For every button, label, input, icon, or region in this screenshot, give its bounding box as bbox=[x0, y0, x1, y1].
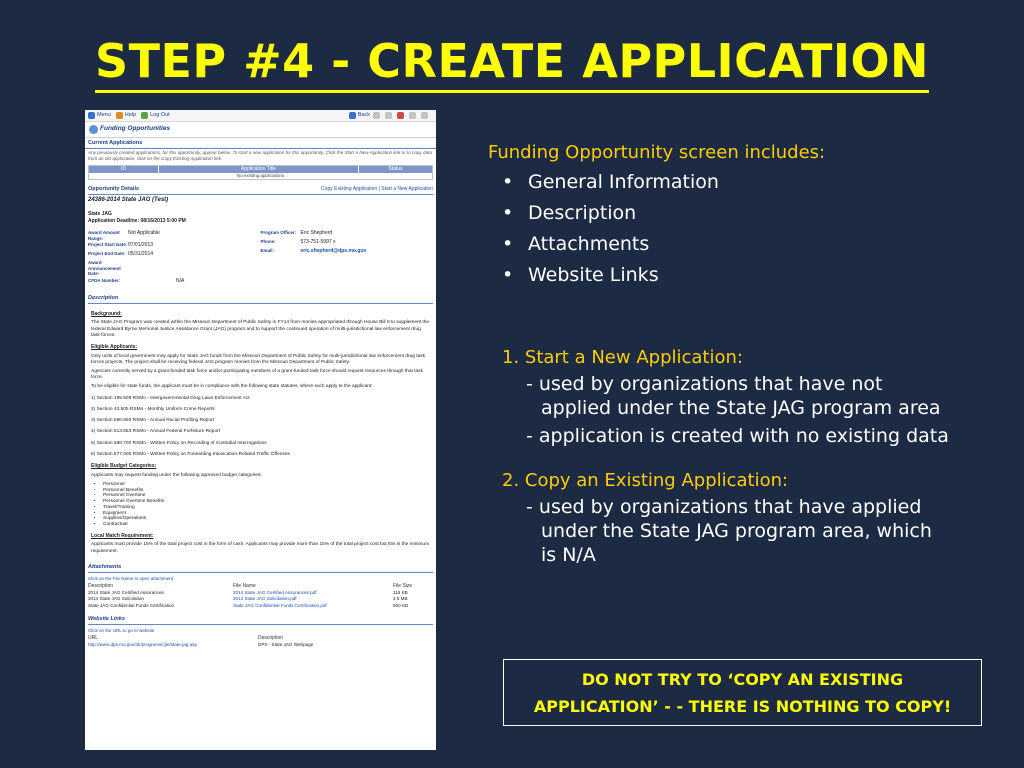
budget-category-item: • Travel/Training bbox=[103, 505, 430, 511]
back-arrow-icon bbox=[349, 112, 356, 119]
col-url: URL bbox=[88, 634, 99, 641]
info-label: Program Officer: bbox=[260, 230, 297, 236]
attachment-description: 2014 State JAG Solicitation bbox=[88, 596, 144, 602]
copy-existing-point-1-line-c: is N/A bbox=[541, 544, 596, 566]
help-icon bbox=[116, 112, 123, 119]
start-new-application-heading: 1. Start a New Application: bbox=[502, 347, 743, 368]
statute-item: 1) Section 195.508 RSMo - Intergovernmental Drug Laws Enforcement Act bbox=[91, 395, 250, 401]
info-right-column bbox=[261, 230, 434, 287]
info-row bbox=[261, 230, 434, 239]
opportunity-details-bar bbox=[88, 186, 433, 195]
local-match-heading: Local Match Requirement: bbox=[91, 532, 154, 539]
col-file-size: File Size bbox=[393, 582, 413, 589]
attachment-size: 115 KB bbox=[393, 589, 408, 595]
includes-item: • General Information bbox=[502, 167, 1008, 198]
current-applications-title: Current Applications bbox=[85, 138, 436, 149]
attachment-file-link[interactable]: State JAG Confidential Funds Certification.pdf bbox=[233, 602, 327, 608]
opportunity-details-title: Opportunity Details bbox=[88, 186, 140, 193]
budget-text: Applicants may request funding under the following approved budget categories: bbox=[91, 472, 262, 478]
info-label: Project End Date: bbox=[88, 250, 126, 256]
website-links-title: Website Links bbox=[88, 616, 433, 625]
start-new-point-1-line-b: applied under the State JAG program area bbox=[541, 397, 941, 419]
toolbar-disabled-4[interactable] bbox=[409, 112, 418, 119]
copy-existing-point-1 bbox=[526, 495, 1008, 567]
info-row bbox=[88, 230, 261, 242]
statute-item: 5) Section 590.700 RSMo - Written Policy on Recording of Custodial Interrogations bbox=[91, 440, 267, 446]
info-row bbox=[88, 278, 261, 287]
start-new-point-1-line-a: - used by organizations that have not bbox=[526, 373, 883, 395]
website-link-row bbox=[88, 641, 433, 648]
back-button[interactable] bbox=[349, 112, 370, 119]
website-links-header bbox=[88, 635, 433, 642]
website-links-table bbox=[88, 635, 433, 648]
funding-opportunities-heading bbox=[85, 122, 436, 138]
statute-item: 4) Section 513.653 RSMo - Annual Federal Forfeiture Report bbox=[91, 429, 221, 435]
start-new-point-2: - application is created with no existing data bbox=[526, 425, 949, 447]
menu-icon bbox=[88, 112, 95, 119]
funding-globe-icon bbox=[89, 125, 98, 134]
info-label: CFDA Number: bbox=[88, 277, 121, 283]
website-links-note: Click on the URL to go to website bbox=[88, 627, 155, 633]
budget-category-item: • Personnel Benefits bbox=[103, 488, 430, 494]
eligible-text-3: To be eligible for state funds, the applicant must be in compliance with the following state statutes, where such apply to the applicant: bbox=[91, 384, 373, 390]
attachment-description: State JAG Confidential Funds Certification bbox=[88, 602, 175, 608]
attachment-file-link[interactable]: 2014 State JAG Certified Assurances.pdf bbox=[233, 589, 317, 595]
info-label: Phone: bbox=[260, 239, 276, 245]
application-links bbox=[321, 186, 433, 193]
delete-icon bbox=[397, 112, 404, 119]
program-title: 24386-2014 State JAG (Test) bbox=[88, 197, 169, 204]
col-link-description: Description bbox=[258, 634, 284, 641]
toolbar-disabled-1[interactable] bbox=[373, 112, 382, 119]
logout-label: Log Out bbox=[150, 111, 170, 118]
toolbar-disabled-3[interactable] bbox=[397, 112, 406, 119]
toolbar-disabled-2[interactable] bbox=[385, 112, 394, 119]
includes-list bbox=[488, 167, 1008, 291]
menu-label: Menu bbox=[97, 111, 111, 118]
includes-item: • Description bbox=[502, 198, 1008, 229]
budget-category-item: • Supplies/Operations bbox=[103, 516, 430, 522]
attachment-description: 2014 State JAG Certified Assurances bbox=[88, 589, 164, 595]
help-label: Help bbox=[124, 111, 137, 118]
funding-opportunity-screenshot bbox=[85, 110, 436, 750]
back-label: Back bbox=[357, 111, 370, 118]
statute-item: 6) Section 577.005 RSMo - Written Policy on Forwarding Intoxication-Related Traffic Offenses bbox=[91, 451, 290, 457]
budget-category-item: • Personnel Overtime bbox=[103, 493, 430, 499]
slide-title bbox=[0, 34, 1024, 88]
info-value: 07/01/2013 bbox=[128, 241, 154, 248]
toolbar-right-group bbox=[349, 112, 433, 119]
menu-button[interactable] bbox=[88, 112, 111, 119]
funding-heading-text: Funding Opportunities bbox=[100, 125, 171, 133]
statute-item: 3) Section 590.650 RSMo - Annual Racial Profiling Report bbox=[91, 418, 214, 424]
info-label: Award Amount Range: bbox=[88, 230, 120, 241]
info-row bbox=[88, 251, 261, 260]
program-name: State JAG bbox=[88, 211, 112, 218]
col-description: Description bbox=[88, 582, 114, 589]
budget-category-item: • Personnel Overtime Benefits bbox=[103, 499, 430, 505]
applications-table bbox=[88, 165, 433, 180]
includes-item: • Website Links bbox=[502, 260, 1008, 291]
attachments-table bbox=[88, 583, 433, 609]
budget-category-item: • Contractual bbox=[103, 522, 430, 528]
current-applications-note: Any previously created applications, for this opportunity, appear below. To start a new application for this opportunity, Click the Start a New Application link or to copy data from an old application, click on the Copy Existing Application link. bbox=[88, 150, 432, 162]
info-value: Not Applicable bbox=[128, 230, 160, 237]
info-row bbox=[261, 239, 434, 248]
attachment-row bbox=[88, 596, 433, 603]
col-id: ID bbox=[89, 166, 159, 173]
info-value: 573-751-5997 x bbox=[300, 239, 336, 246]
attachment-row bbox=[88, 589, 433, 596]
attachments-note: Click on the File Name to open attachment bbox=[88, 575, 174, 581]
description-body bbox=[85, 304, 436, 557]
info-row bbox=[261, 248, 434, 257]
local-match-text: Applicants must provide 15% of the total project cost in the form of cash. Applicants may provide more than 15% of the total project cost but this is the minimum requirement. bbox=[91, 542, 430, 554]
email-link[interactable]: eric.shepherd@dps.mo.gov bbox=[300, 248, 367, 255]
help-button[interactable] bbox=[116, 112, 136, 119]
info-row bbox=[88, 242, 261, 251]
eligible-applicants-heading: Eligible Applicants: bbox=[91, 344, 138, 351]
warning-line-1: DO NOT TRY TO ‘COPY AN EXISTING bbox=[581, 669, 904, 689]
applications-empty-row: No existing applications bbox=[236, 173, 285, 179]
warning-line-2: APPLICATION’ - - THERE IS NOTHING TO COPY! bbox=[533, 696, 952, 716]
copy-existing-application-heading: 2. Copy an Existing Application: bbox=[502, 470, 789, 491]
slide-title-text: STEP #4 - CREATE APPLICATION bbox=[95, 34, 929, 93]
attachment-size: 500 KB bbox=[393, 602, 409, 608]
info-value: N/A bbox=[176, 277, 185, 284]
col-file-name: File Name bbox=[233, 582, 256, 589]
attachments-title: Attachments bbox=[88, 564, 433, 573]
copy-existing-point-1-line-b: under the State JAG program area, which bbox=[541, 520, 932, 542]
screenshot-toolbar bbox=[85, 110, 436, 122]
save-icon bbox=[385, 112, 392, 119]
col-status: Status bbox=[388, 166, 403, 173]
website-url-link[interactable]: http://www.dps.mo.gov/dir/programs/cjle/state-jag.asp bbox=[88, 641, 198, 647]
intro-text: Funding Opportunity screen includes: bbox=[488, 142, 826, 163]
budget-category-item: • Personnel bbox=[103, 482, 430, 488]
budget-categories-heading: Eligible Budget Categories: bbox=[91, 463, 157, 470]
start-new-point-1 bbox=[526, 372, 1008, 420]
logout-button[interactable] bbox=[141, 112, 170, 119]
explanation-column bbox=[488, 142, 1008, 567]
info-value: 05/31/2014 bbox=[128, 250, 154, 257]
website-link-description: DPS - State JAG Webpage bbox=[258, 641, 314, 647]
page-icon bbox=[373, 112, 380, 119]
export-icon bbox=[421, 112, 428, 119]
info-label: Email: bbox=[260, 248, 275, 254]
attachment-row bbox=[88, 602, 433, 609]
info-left-column bbox=[88, 230, 261, 287]
eligible-text-1: Only units of local government may apply for State JAG funds from the Missouri Department of Public Safety for multi-jurisdictional law enforcement drug task forces projects. The project shall be receiving federal JAG program monies from the Missouri Department of Public Safety. bbox=[91, 353, 426, 365]
attachment-size: 2.5 MB bbox=[393, 596, 408, 602]
toolbar-disabled-5[interactable] bbox=[421, 112, 430, 119]
includes-item: • Attachments bbox=[502, 229, 1008, 260]
opportunity-info-grid bbox=[88, 230, 433, 287]
info-value: Eric Shepherd bbox=[300, 230, 333, 237]
background-text: The State JAG Program was created within the Missouri Department of Public Safety in FY14 from monies appropriated through House Bill 8 to supplement the federal Edward Byrne Memorial Justice Assistance Grant (JAG) program and to support the continued operation of multi-jurisdictional law enforcement drug task forces. bbox=[91, 320, 430, 338]
print-icon bbox=[409, 112, 416, 119]
logout-icon bbox=[141, 112, 148, 119]
start-new-application-link[interactable]: Start a New Application bbox=[381, 186, 433, 193]
application-deadline: Application Deadline: 08/16/2013 5:00 PM bbox=[88, 217, 186, 224]
info-label: Award Announcement Date: bbox=[88, 259, 121, 277]
eligible-text-2: Agencies currently served by a grant-funded task force and/or participating members of a grant-funded task force should request resources through that task force. bbox=[91, 369, 423, 381]
link-separator: | bbox=[378, 186, 380, 193]
applications-table-header bbox=[89, 166, 432, 173]
attachment-file-link[interactable]: 2014 State JAG Solicitation.pdf bbox=[233, 596, 297, 602]
copy-existing-point-1-line-a: - used by organizations that have applied bbox=[526, 496, 922, 518]
description-title: Description bbox=[88, 295, 433, 304]
copy-existing-application-link[interactable]: Copy Existing Application bbox=[321, 186, 378, 193]
info-row bbox=[88, 260, 261, 278]
background-heading: Background: bbox=[91, 310, 122, 317]
col-application-title: Application Title bbox=[159, 166, 359, 173]
attachments-header bbox=[88, 583, 433, 590]
budget-category-list bbox=[91, 482, 430, 528]
statute-item: 2) Section 43.505 RSMo - Monthly Uniform Crime Reports bbox=[91, 406, 215, 412]
budget-category-item: • Equipment bbox=[103, 511, 430, 517]
warning-box bbox=[503, 659, 982, 726]
info-label: Project Start Date: bbox=[88, 241, 128, 247]
